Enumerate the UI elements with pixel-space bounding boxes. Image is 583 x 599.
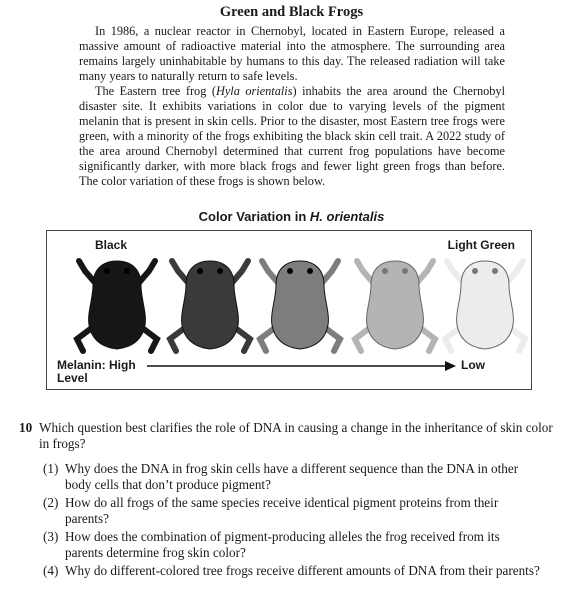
- frog-5: [445, 261, 525, 351]
- frog-body: [89, 261, 146, 349]
- frog-eye: [197, 268, 203, 274]
- melanin-low-label: Low: [461, 358, 485, 372]
- frog-body: [367, 261, 424, 349]
- frog-eye: [287, 268, 293, 274]
- frog-eye: [217, 268, 223, 274]
- frog-row: [47, 255, 533, 355]
- figure-title-prefix: Color Variation in: [198, 209, 310, 224]
- frog-eye: [307, 268, 313, 274]
- option-text: How does the combination of pigment-producing alleles the frog received from its parents determine frog skin color?: [65, 529, 500, 560]
- melanin-high-line1: Melanin: High: [57, 358, 136, 372]
- frog-3: [260, 261, 340, 351]
- label-black: Black: [95, 238, 128, 252]
- species-name: Hyla orientalis: [215, 84, 293, 98]
- frog-2: [170, 261, 250, 351]
- frog-eye: [104, 268, 110, 274]
- frog-eye: [382, 268, 388, 274]
- option-number: (1): [43, 461, 59, 476]
- passage: [79, 24, 505, 189]
- frog-eye: [124, 268, 130, 274]
- melanin-high-label: [57, 359, 136, 385]
- paragraph-2-start: The Eastern tree frog (: [95, 84, 216, 98]
- frog-body: [272, 261, 329, 349]
- option-number: (2): [43, 495, 59, 510]
- option-text: How do all frogs of the same species receive identical pigment proteins from their parents?: [65, 495, 499, 526]
- option-text: Why does the DNA in frog skin cells have a different sequence than the DNA in other body cells that don’t produce pigment?: [65, 461, 519, 492]
- melanin-high-line2: Level: [57, 371, 88, 385]
- paragraph-2-end: ) inhabits the area around the Chernobyl disaster site. It exhibits variations in color due to varying levels of the pigment melanin that is present in skin cells. Prior to the disaster, most Eastern tree frogs were green, with a minority of the frogs exhibiting the black skin cell trait. A 2022 study of the area around Chernobyl determined that current frog populations have become significantly darker, with more black frogs and fewer light green frogs than before. The color variation of these frogs is shown below.: [79, 84, 506, 188]
- frog-body: [457, 261, 514, 349]
- frog-eye: [472, 268, 478, 274]
- figure-title-species: H. orientalis: [309, 209, 385, 224]
- option-number: (3): [43, 529, 59, 544]
- option-number: (4): [43, 563, 59, 578]
- frog-body: [182, 261, 239, 349]
- label-light-green: Light Green: [447, 238, 515, 252]
- frog-eye: [402, 268, 408, 274]
- passage-title: Green and Black Frogs: [219, 4, 364, 20]
- frog-4: [355, 261, 435, 351]
- melanin-arrow: [147, 360, 457, 372]
- paragraph-1: In 1986, a nuclear reactor in Chernobyl, located in Eastern Europe, released a massive amount of radioactive material into the atmosphere. The surrounding area remains largely uninhabitable by humans to this day. The released radiation will take many years to naturally return to safe levels.: [79, 24, 505, 83]
- frog-1: [77, 261, 157, 351]
- question-number: 10: [19, 420, 33, 435]
- figure-title: [0, 209, 583, 224]
- color-variation-figure: [46, 230, 532, 390]
- frog-eye: [492, 268, 498, 274]
- paragraph-2: [79, 84, 505, 189]
- question-text: Which question best clarifies the role of DNA in causing a change in the inheritance of skin color in frogs?: [39, 420, 553, 451]
- option-text: Why do different-colored tree frogs receive different amounts of DNA from their parents?: [65, 563, 540, 578]
- melanin-arrow-head: [445, 361, 456, 371]
